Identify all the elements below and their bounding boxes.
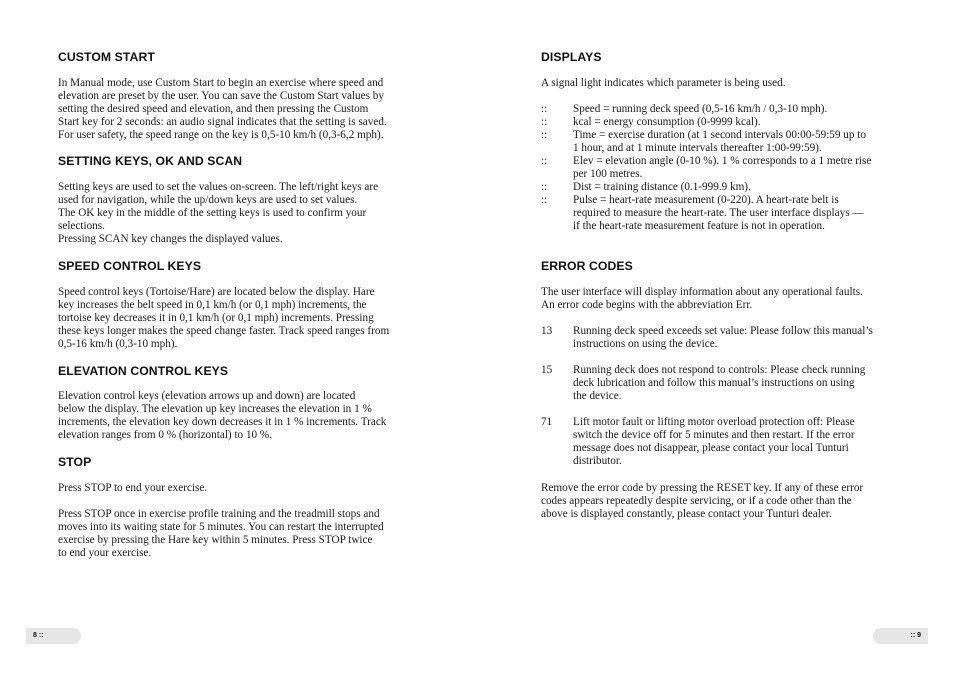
stop-text-2: Press STOP once in exercise profile training and the treadmill stops and moves into its waiting state for 5 minutes. You can restart the interrupted exercise by pressing the Hare key within 5 minutes. Press STOP twice to end your exercise. [58, 508, 384, 559]
page-number-right: :: 9 [873, 628, 928, 644]
page-number-left: 8 :: [26, 628, 81, 644]
heading-speed-control-keys: SPEED CONTROL KEYS [58, 259, 202, 273]
displays-intro: A signal light indicates which parameter is being used. [541, 77, 786, 89]
heading-elevation-control-keys: ELEVATION CONTROL KEYS [58, 364, 229, 378]
elevation-keys-text: Elevation control keys (elevation arrows up and down) are located below the display. The elevation up key increases the elevation in 1 % increments, the elevation key down decreases it in 1 % increments. Track elevation ranges from 0 % (horizontal) to 10 %. [58, 390, 387, 441]
bullet-marker: :: [541, 103, 548, 115]
error-code-number: 13 [541, 325, 553, 337]
error-code-number: 71 [541, 416, 553, 428]
bullet-marker: :: [541, 194, 548, 206]
speed-keys-text: Speed control keys (Tortoise/Hare) are located below the display. Hare key increases the belt speed in 0,1 km/h (or 0,1 mph) increments, the tortoise key decreases it in 0,1 km/h (or 0,1 mph) increments. Pressing these keys longer makes the speed change faster. Track speed ranges from 0,5-16 km/h (0,3-10 mph). [58, 286, 390, 350]
bullet-marker: :: [541, 155, 548, 167]
heading-displays: DISPLAYS [541, 50, 602, 64]
error-codes-intro: The user interface will display information about any operational faults. An error code begins with the abbreviation Err. [541, 286, 863, 311]
error-code-number: 15 [541, 364, 553, 376]
error-codes-outro: Remove the error code by pressing the RESET key. If any of these error codes appears repeatedly despite servicing, or if a code other than the above is displayed constantly, please contact your Tunturi dealer. [541, 482, 864, 520]
bullet-marker: :: [541, 116, 548, 128]
heading-setting-keys: SETTING KEYS, OK AND SCAN [58, 154, 243, 168]
heading-error-codes: ERROR CODES [541, 259, 633, 273]
heading-stop: STOP [58, 455, 92, 469]
stop-text-1: Press STOP to end your exercise. [58, 482, 208, 494]
custom-start-text: In Manual mode, use Custom Start to begin an exercise where speed and elevation are preset by the user. You can save the Custom Start values by setting the desired speed and elevation, and then pressing the Custom Start key for 2 seconds: an audio signal indicates that the setting is saved. For user safety, the speed range on the key is 0,5-10 km/h (0,3-6,2 mph). [58, 77, 387, 141]
bullet-marker: :: [541, 129, 548, 141]
bullet-marker: :: [541, 181, 548, 193]
setting-keys-text: Setting keys are used to set the values on-screen. The left/right keys are used for navigation, while the up/down keys are used to set values. The OK key in the middle of the setting keys is used to confirm your selections. Pressing SCAN key changes the displayed values. [58, 181, 379, 245]
heading-custom-start: CUSTOM START [58, 50, 155, 64]
